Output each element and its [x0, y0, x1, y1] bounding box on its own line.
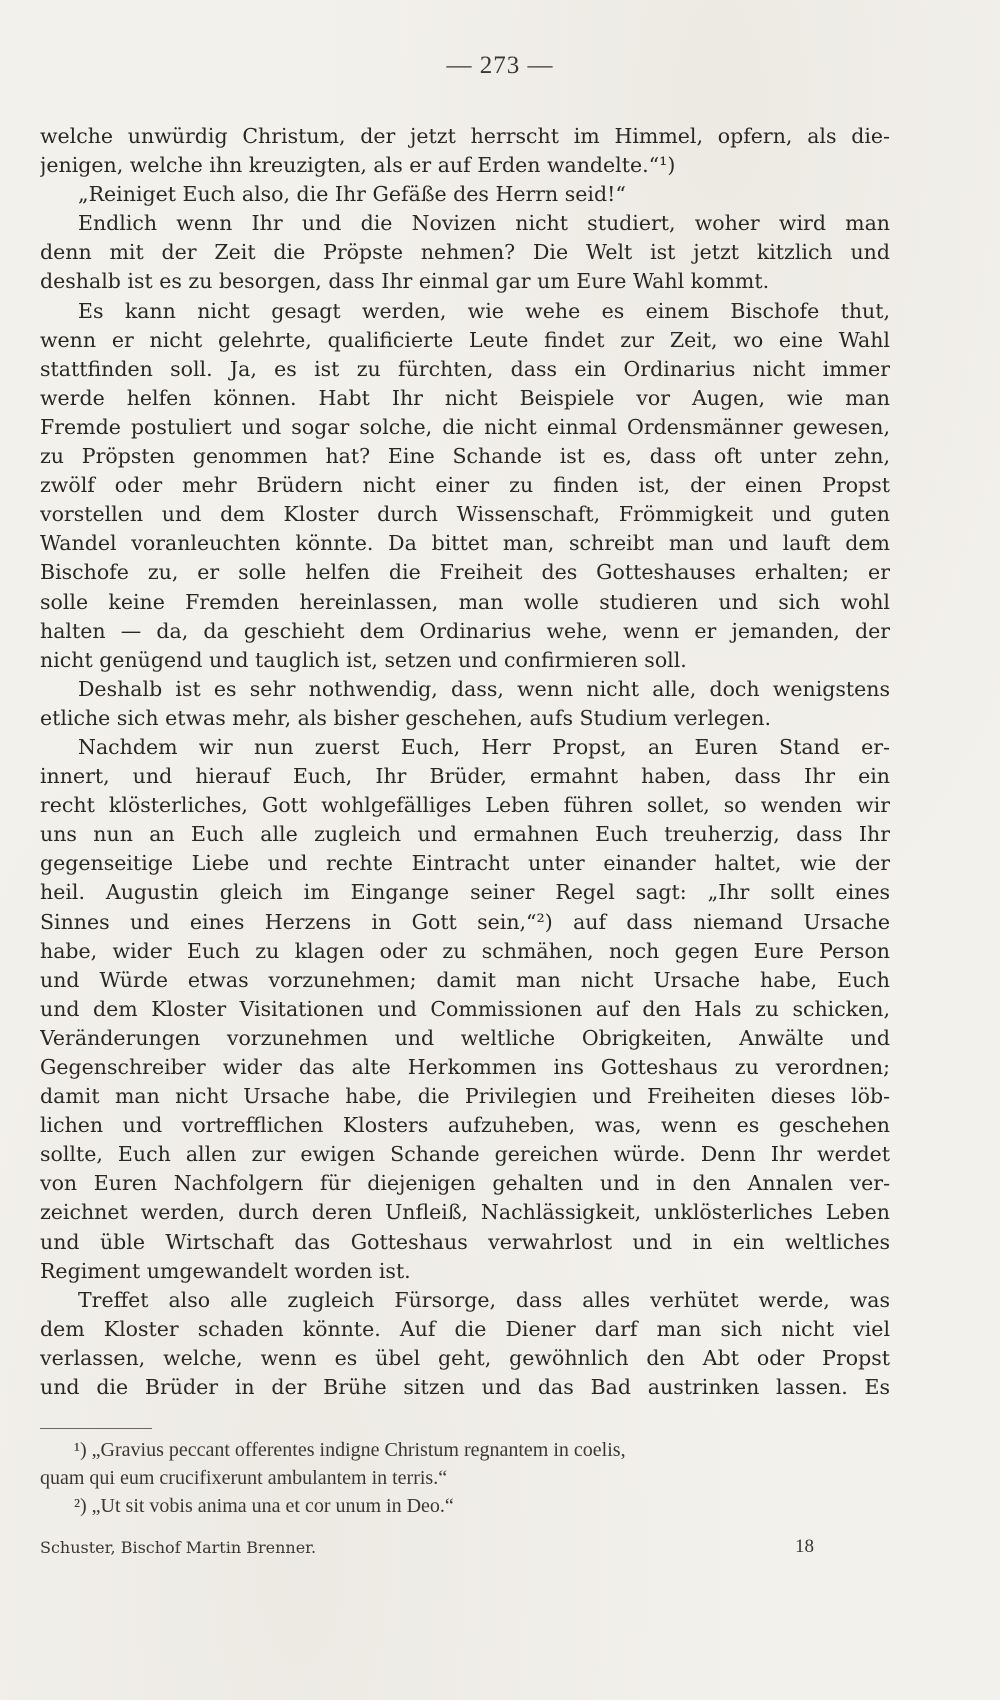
text-line: Bischofe zu, er solle helfen die Freiheit des Gotteshauses erhalten; er — [40, 560, 890, 585]
text-line: Fremde postuliert und sogar solche, die nicht einmal Ordensmänner gewesen, — [40, 414, 890, 439]
text-line: innert, und hierauf Euch, Ihr Brüder, ermahnt haben, dass Ihr ein — [40, 764, 890, 789]
text-line: werde helfen können. Habt Ihr nicht Beispiele vor Augen, wie man — [40, 385, 890, 410]
text-line: sollte, Euch allen zur ewigen Schande gereichen würde. Denn Ihr werdet — [40, 1142, 890, 1167]
text-line: Es kann nicht gesagt werden, wie wehe es einem Bischofe thut, — [78, 298, 890, 323]
text-line: und Würde etwas vorzunehmen; damit man nicht Ursache habe, Euch — [40, 967, 890, 992]
text-line: solle keine Fremden hereinlassen, man wolle studieren und sich wohl — [40, 589, 890, 614]
text-line: Nachdem wir nun zuerst Euch, Herr Propst, an Euren Stand er- — [78, 734, 890, 759]
text-line: denn mit der Zeit die Pröpste nehmen? Die Welt ist jetzt kitzlich und — [40, 240, 890, 265]
body-text — [40, 122, 890, 1402]
text-line: nicht genügend und tauglich ist, setzen und confirmieren soll. — [40, 647, 687, 672]
text-line: Treffet also alle zugleich Fürsorge, dass alles verhütet werde, was — [78, 1287, 890, 1312]
text-line: welche unwürdig Christum, der jetzt herrscht im Himmel, opfern, als die- — [40, 124, 890, 148]
text-line: Sinnes und eines Herzens in Gott sein,“²) auf dass niemand Ursache — [40, 909, 890, 934]
text-line: Veränderungen vorzunehmen und weltliche Obrigkeiten, Anwälte und — [40, 1025, 890, 1050]
sheet-number: 18 — [795, 1536, 814, 1557]
text-line: vorstellen und dem Kloster durch Wissenschaft, Frömmigkeit und guten — [40, 502, 890, 527]
text-line: zwölf oder mehr Brüdern nicht einer zu finden ist, der einen Propst — [40, 473, 890, 498]
text-line: damit man nicht Ursache habe, die Privilegien und Freiheiten dieses löb- — [40, 1084, 890, 1109]
text-line: heil. Augustin gleich im Eingange seiner Regel sagt: „Ihr sollt eines — [40, 880, 890, 905]
text-line: zeichnet werden, durch deren Unfleiß, Nachlässigkeit, unklösterliches Leben — [40, 1200, 890, 1225]
text-line: „Reiniget Euch also, die Ihr Gefäße des Herrn seid!“ — [78, 182, 626, 207]
text-line: lichen und vortrefflichen Klosters aufzuheben, was, wenn es geschehen — [40, 1113, 890, 1138]
footnotes — [40, 1436, 890, 1520]
text-line: gegenseitige Liebe und rechte Eintracht unter einander haltet, wie der — [40, 851, 890, 876]
text-line: jenigen, welche ihn kreuzigten, als er auf Erden wandelte.“¹) — [40, 153, 676, 178]
text-line: Regiment umgewandelt worden ist. — [40, 1258, 411, 1283]
footnote-1-continuation: quam qui eum crucifixerunt ambulantem in terris.“ — [40, 1467, 448, 1489]
text-line: etliche sich etwas mehr, als bisher geschehen, aufs Studium verlegen. — [40, 705, 771, 730]
text-line: stattfinden soll. Ja, es ist zu fürchten, dass ein Ordinarius nicht immer — [40, 356, 890, 381]
text-line: Wandel voranleuchten könnte. Da bittet man, schreibt man und lauft dem — [40, 531, 890, 556]
text-line: uns nun an Euch alle zugleich und ermahnen Euch treuherzig, dass Ihr — [40, 822, 890, 847]
footnote-divider — [40, 1428, 152, 1429]
text-line: und üble Wirtschaft das Gotteshaus verwahrlost und in ein weltliches — [40, 1229, 890, 1254]
text-line: recht klösterliches, Gott wohlgefälliges Leben führen sollet, so wenden wir — [40, 793, 890, 818]
text-line: halten — da, da geschieht dem Ordinarius wehe, wenn er jemanden, der — [40, 618, 890, 643]
text-line: dem Kloster schaden könnte. Auf die Diener darf man sich nicht viel — [40, 1316, 890, 1341]
text-line: verlassen, welche, wenn es übel geht, gewöhnlich den Abt oder Propst — [40, 1345, 890, 1370]
text-line: und dem Kloster Visitationen und Commissionen auf den Hals zu schicken, — [40, 996, 890, 1021]
sheet-signature: Schuster, Bischof Martin Brenner. — [40, 1538, 317, 1557]
text-line: Endlich wenn Ihr und die Novizen nicht studiert, woher wird man — [78, 211, 890, 236]
footnote-2: ²) „Ut sit vobis anima una et cor unum in Deo.“ — [74, 1495, 454, 1517]
text-line: Deshalb ist es sehr nothwendig, dass, wenn nicht alle, doch wenigstens — [78, 676, 890, 701]
text-line: deshalb ist es zu besorgen, dass Ihr einmal gar um Eure Wahl kommt. — [40, 269, 770, 294]
text-line: habe, wider Euch zu klagen oder zu schmähen, noch gegen Eure Person — [40, 938, 890, 963]
text-line: wenn er nicht gelehrte, qualificierte Leute findet zur Zeit, wo eine Wahl — [40, 327, 890, 352]
text-line: zu Pröpsten genommen hat? Eine Schande ist es, dass oft unter zehn, — [40, 444, 890, 469]
page-number: — 273 — — [446, 52, 554, 79]
text-line: und die Brüder in der Brühe sitzen und das Bad austrinken lassen. Es — [40, 1375, 890, 1400]
footnote-1: ¹) „Gravius peccant offerentes indigne Christum regnantem in coelis, — [74, 1439, 626, 1461]
text-line: Gegenschreiber wider das alte Herkommen ins Gotteshaus zu verordnen; — [40, 1055, 890, 1079]
text-line: von Euren Nachfolgern für diejenigen gehalten und in den Annalen ver- — [40, 1171, 890, 1196]
